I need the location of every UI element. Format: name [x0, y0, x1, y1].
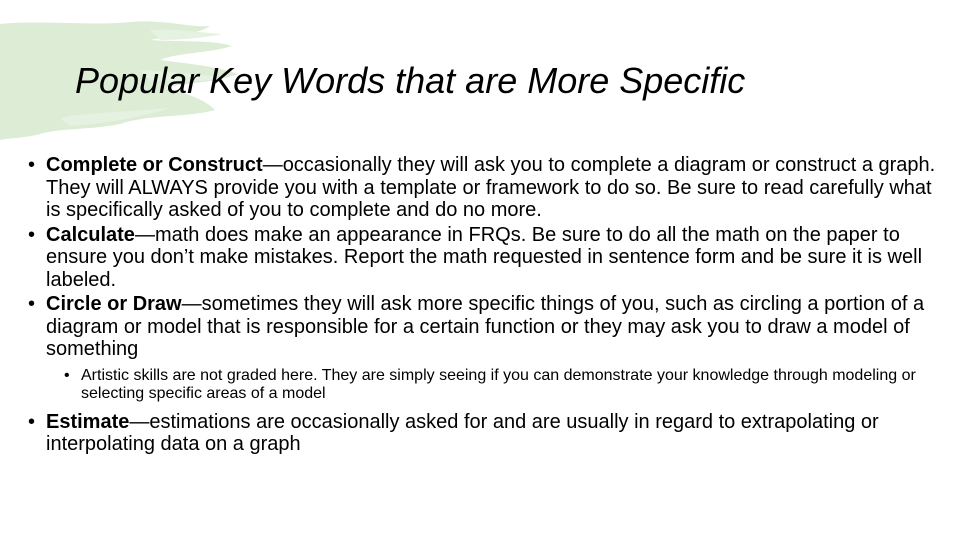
bullet-complete-or-construct — [28, 154, 940, 222]
bullet-text: —sometimes they will ask more specific things of you, such as circling a portion of a diagram or model that is responsible for a certain function or they may ask you to draw a model of something — [46, 293, 925, 360]
bullet-term: Complete or Construct — [46, 154, 263, 176]
bullet-list — [28, 154, 940, 458]
bullet-circle-or-draw — [28, 293, 940, 403]
bullet-text: —estimations are occasionally asked for and are usually in regard to extrapolating or interpolating data on a graph — [46, 410, 879, 455]
bullet-text: —math does make an appearance in FRQs. Be sure to do all the math on the paper to ensure you don’t make mistakes. Report the math requested in sentence form and be sure it is well labeled. — [46, 223, 923, 291]
bullet-estimate — [28, 411, 940, 456]
sub-bullet-artistic-skills: • Artistic skills are not graded here. They are simply seeing if you can demonstrate your knowledge through modeling or selecting specific areas of a model — [64, 367, 940, 403]
bullet-text: —occasionally they will ask you to complete a diagram or construct a graph. They will ALWAYS provide you with a template or framework to do so. Be sure to read carefully what is specifically asked of you to complete and do no more. — [46, 154, 936, 221]
slide-title: Popular Key Words that are More Specific — [75, 60, 746, 101]
bullet-calculate — [28, 224, 940, 292]
bullet-term: Calculate — [46, 223, 135, 246]
bullet-term: Circle or Draw — [46, 293, 182, 315]
sub-bullet-list — [46, 367, 940, 403]
bullet-term: Estimate — [46, 410, 130, 433]
